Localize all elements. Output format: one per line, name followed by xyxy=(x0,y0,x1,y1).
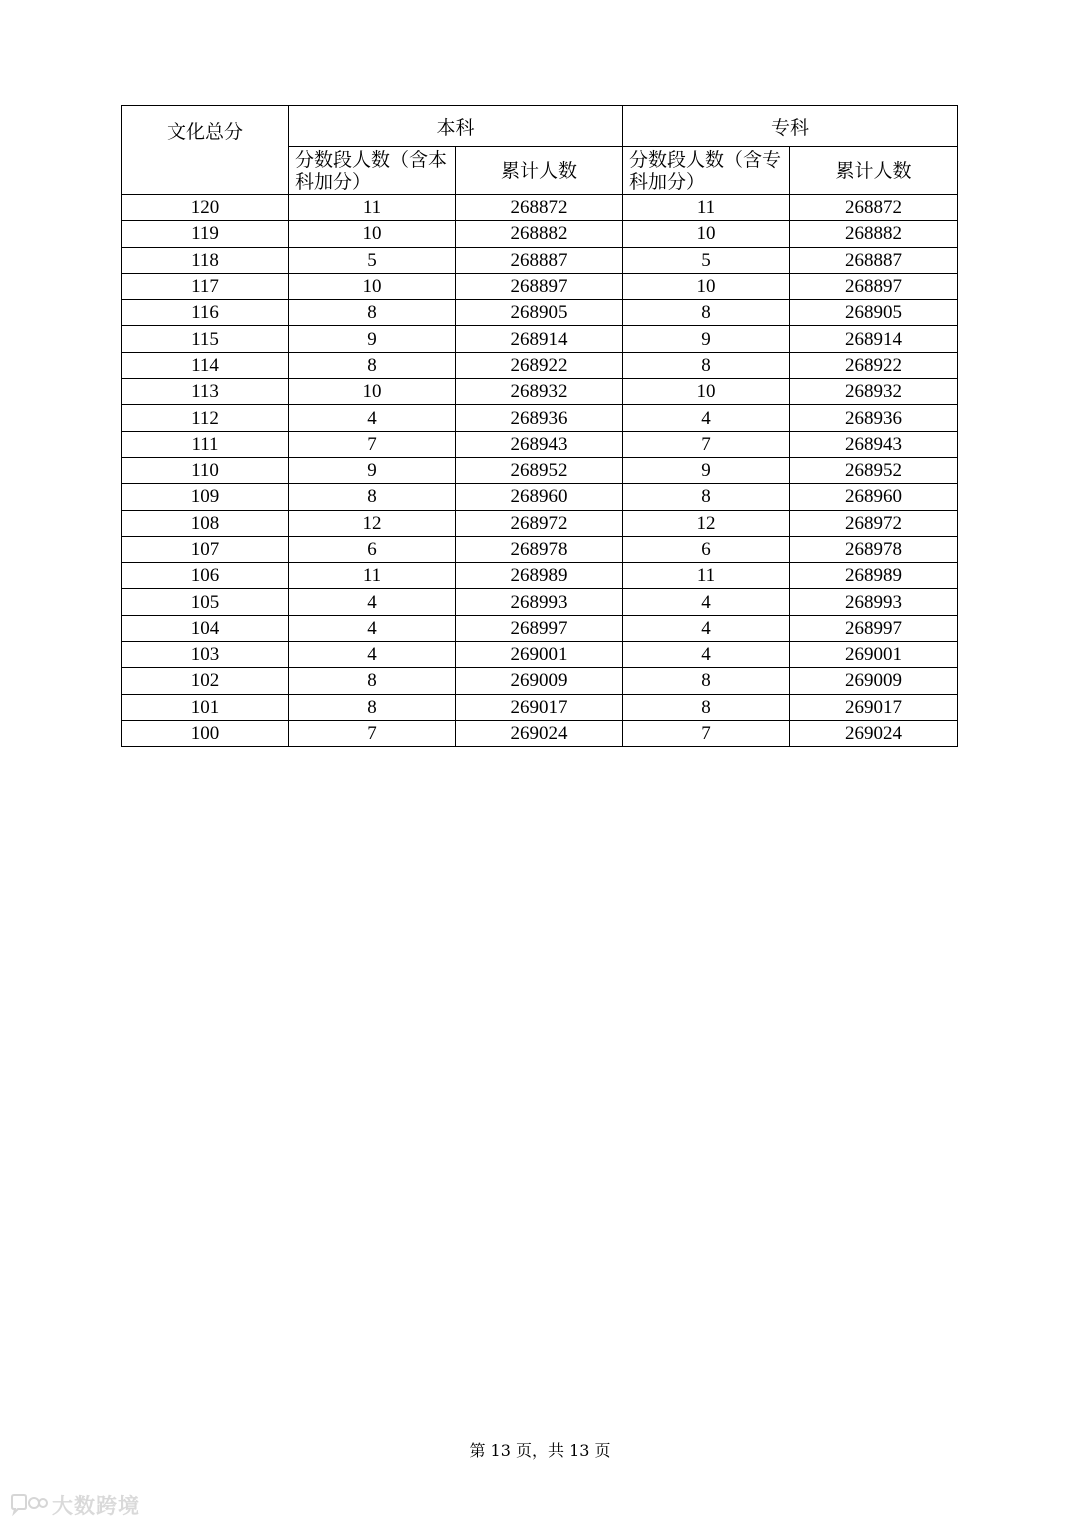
junior-cumulative-cell: 269024 xyxy=(790,720,958,746)
junior-cumulative-cell: 268936 xyxy=(790,405,958,431)
header-junior-segment: 分数段人数（含专科加分） xyxy=(623,147,790,195)
junior-segment-cell: 8 xyxy=(623,668,790,694)
undergrad-cumulative-cell: 268905 xyxy=(456,300,623,326)
undergrad-cumulative-cell: 268922 xyxy=(456,352,623,378)
junior-cumulative-cell: 268972 xyxy=(790,510,958,536)
table-row xyxy=(122,221,958,247)
score-cell: 118 xyxy=(122,247,289,273)
undergrad-cumulative-cell: 268882 xyxy=(456,221,623,247)
junior-cumulative-cell: 268943 xyxy=(790,431,958,457)
table-row xyxy=(122,484,958,510)
junior-cumulative-cell: 268997 xyxy=(790,615,958,641)
table-row xyxy=(122,668,958,694)
undergrad-segment-cell: 8 xyxy=(289,484,456,510)
junior-segment-cell: 8 xyxy=(623,352,790,378)
undergrad-segment-cell: 9 xyxy=(289,326,456,352)
junior-cumulative-cell: 268872 xyxy=(790,195,958,221)
table-row xyxy=(122,642,958,668)
table-row xyxy=(122,589,958,615)
header-group-junior: 专科 xyxy=(623,106,958,147)
page-footer: 第 13 页，共 13 页 xyxy=(469,1441,611,1460)
score-cell: 117 xyxy=(122,273,289,299)
junior-segment-cell: 8 xyxy=(623,300,790,326)
junior-segment-cell: 8 xyxy=(623,484,790,510)
score-cell: 104 xyxy=(122,615,289,641)
junior-segment-cell: 5 xyxy=(623,247,790,273)
table-row xyxy=(122,379,958,405)
undergrad-cumulative-cell: 269009 xyxy=(456,668,623,694)
undergrad-cumulative-cell: 268960 xyxy=(456,484,623,510)
junior-segment-cell: 4 xyxy=(623,642,790,668)
header-undergrad-cumulative: 累计人数 xyxy=(456,147,623,195)
junior-cumulative-cell: 268952 xyxy=(790,457,958,483)
score-cell: 119 xyxy=(122,221,289,247)
junior-segment-cell: 4 xyxy=(623,615,790,641)
junior-segment-cell: 11 xyxy=(623,195,790,221)
junior-segment-cell: 9 xyxy=(623,457,790,483)
junior-segment-cell: 10 xyxy=(623,273,790,299)
undergrad-cumulative-cell: 268997 xyxy=(456,615,623,641)
junior-cumulative-cell: 268932 xyxy=(790,379,958,405)
table-row xyxy=(122,694,958,720)
junior-cumulative-cell: 268905 xyxy=(790,300,958,326)
undergrad-cumulative-cell: 269024 xyxy=(456,720,623,746)
undergrad-segment-cell: 4 xyxy=(289,642,456,668)
undergrad-cumulative-cell: 268936 xyxy=(456,405,623,431)
score-cell: 101 xyxy=(122,694,289,720)
score-cell: 109 xyxy=(122,484,289,510)
undergrad-cumulative-cell: 268897 xyxy=(456,273,623,299)
header-group-row xyxy=(122,106,958,147)
undergrad-segment-cell: 12 xyxy=(289,510,456,536)
undergrad-segment-cell: 4 xyxy=(289,615,456,641)
junior-cumulative-cell: 268960 xyxy=(790,484,958,510)
undergrad-segment-cell: 5 xyxy=(289,247,456,273)
junior-cumulative-cell: 269009 xyxy=(790,668,958,694)
junior-cumulative-cell: 268978 xyxy=(790,536,958,562)
score-distribution-table xyxy=(121,105,958,747)
undergrad-cumulative-cell: 268993 xyxy=(456,589,623,615)
score-cell: 105 xyxy=(122,589,289,615)
score-cell: 114 xyxy=(122,352,289,378)
undergrad-segment-cell: 7 xyxy=(289,431,456,457)
table-row xyxy=(122,352,958,378)
undergrad-cumulative-cell: 269017 xyxy=(456,694,623,720)
header-group-undergrad: 本科 xyxy=(289,106,623,147)
undergrad-cumulative-cell: 268872 xyxy=(456,195,623,221)
score-cell: 107 xyxy=(122,536,289,562)
score-cell: 100 xyxy=(122,720,289,746)
score-cell: 103 xyxy=(122,642,289,668)
score-cell: 111 xyxy=(122,431,289,457)
chat-bubble-logo-icon xyxy=(8,1493,48,1517)
undergrad-segment-cell: 11 xyxy=(289,195,456,221)
undergrad-cumulative-cell: 268978 xyxy=(456,536,623,562)
junior-segment-cell: 7 xyxy=(623,720,790,746)
undergrad-cumulative-cell: 268887 xyxy=(456,247,623,273)
junior-segment-cell: 10 xyxy=(623,379,790,405)
table-row xyxy=(122,405,958,431)
junior-cumulative-cell: 268922 xyxy=(790,352,958,378)
undergrad-segment-cell: 4 xyxy=(289,589,456,615)
junior-segment-cell: 4 xyxy=(623,589,790,615)
junior-segment-cell: 9 xyxy=(623,326,790,352)
undergrad-segment-cell: 4 xyxy=(289,405,456,431)
score-cell: 108 xyxy=(122,510,289,536)
table-row xyxy=(122,457,958,483)
junior-segment-cell: 6 xyxy=(623,536,790,562)
table-row xyxy=(122,615,958,641)
undergrad-segment-cell: 8 xyxy=(289,352,456,378)
table-row xyxy=(122,300,958,326)
undergrad-segment-cell: 9 xyxy=(289,457,456,483)
junior-segment-cell: 7 xyxy=(623,431,790,457)
junior-segment-cell: 11 xyxy=(623,563,790,589)
score-cell: 120 xyxy=(122,195,289,221)
table-row xyxy=(122,720,958,746)
score-cell: 102 xyxy=(122,668,289,694)
undergrad-segment-cell: 8 xyxy=(289,300,456,326)
score-cell: 112 xyxy=(122,405,289,431)
junior-segment-cell: 10 xyxy=(623,221,790,247)
undergrad-segment-cell: 8 xyxy=(289,668,456,694)
junior-cumulative-cell: 268989 xyxy=(790,563,958,589)
watermark-text: 大数跨境 xyxy=(52,1494,140,1518)
table-row xyxy=(122,326,958,352)
undergrad-segment-cell: 10 xyxy=(289,221,456,247)
table-row xyxy=(122,431,958,457)
junior-segment-cell: 12 xyxy=(623,510,790,536)
table-body xyxy=(122,195,958,747)
score-cell: 113 xyxy=(122,379,289,405)
junior-cumulative-cell: 268914 xyxy=(790,326,958,352)
header-total-score: 文化总分 xyxy=(122,106,289,195)
score-cell: 116 xyxy=(122,300,289,326)
table-header xyxy=(122,106,958,195)
undergrad-segment-cell: 11 xyxy=(289,563,456,589)
junior-cumulative-cell: 268897 xyxy=(790,273,958,299)
header-undergrad-segment: 分数段人数（含本科加分） xyxy=(289,147,456,195)
undergrad-segment-cell: 6 xyxy=(289,536,456,562)
undergrad-segment-cell: 8 xyxy=(289,694,456,720)
undergrad-cumulative-cell: 268914 xyxy=(456,326,623,352)
score-cell: 106 xyxy=(122,563,289,589)
table-row xyxy=(122,510,958,536)
table-row xyxy=(122,536,958,562)
score-cell: 110 xyxy=(122,457,289,483)
table-row xyxy=(122,563,958,589)
table-row xyxy=(122,247,958,273)
junior-cumulative-cell: 268993 xyxy=(790,589,958,615)
undergrad-cumulative-cell: 268972 xyxy=(456,510,623,536)
undergrad-segment-cell: 10 xyxy=(289,379,456,405)
junior-cumulative-cell: 268887 xyxy=(790,247,958,273)
undergrad-cumulative-cell: 268952 xyxy=(456,457,623,483)
undergrad-cumulative-cell: 268943 xyxy=(456,431,623,457)
header-junior-cumulative: 累计人数 xyxy=(790,147,958,195)
undergrad-cumulative-cell: 269001 xyxy=(456,642,623,668)
junior-segment-cell: 4 xyxy=(623,405,790,431)
undergrad-cumulative-cell: 268989 xyxy=(456,563,623,589)
table-row xyxy=(122,195,958,221)
junior-segment-cell: 8 xyxy=(623,694,790,720)
table-row xyxy=(122,273,958,299)
junior-cumulative-cell: 268882 xyxy=(790,221,958,247)
undergrad-cumulative-cell: 268932 xyxy=(456,379,623,405)
score-cell: 115 xyxy=(122,326,289,352)
undergrad-segment-cell: 7 xyxy=(289,720,456,746)
junior-cumulative-cell: 269001 xyxy=(790,642,958,668)
watermark xyxy=(8,1490,140,1520)
undergrad-segment-cell: 10 xyxy=(289,273,456,299)
junior-cumulative-cell: 269017 xyxy=(790,694,958,720)
